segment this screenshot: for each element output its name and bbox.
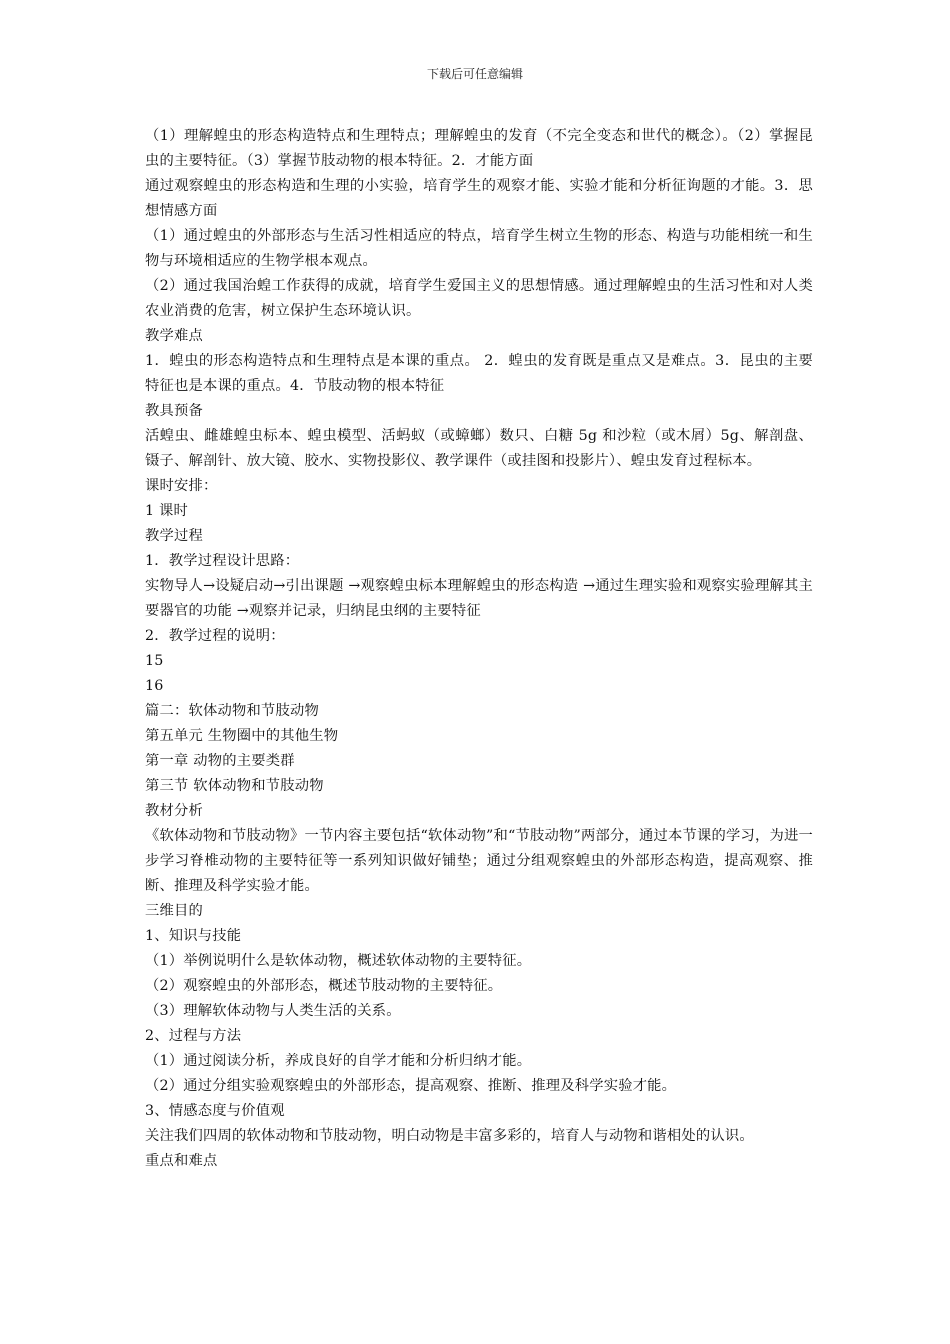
paragraph: 1、知识与技能 xyxy=(145,928,242,944)
section-heading: 课时安排： xyxy=(145,478,218,494)
section-heading: 第一章 动物的主要类群 xyxy=(145,753,295,769)
section-heading: 重点和难点 xyxy=(145,1153,218,1169)
section-heading: 教具预备 xyxy=(145,403,203,419)
section-heading: 教学难点 xyxy=(145,328,203,344)
paragraph: 2．教学过程的说明： xyxy=(145,628,285,644)
paragraph: （2）通过我国治蝗工作获得的成就，培育学生爱国主义的思想情感。通过理解蝗虫的生活习性和对人类农业消费的危害，树立保护生态环境认识。 xyxy=(145,278,813,319)
paragraph: 活蝗虫、雌雄蝗虫标本、蝗虫模型、活蚂蚁（或蟑螂）数只、白糖 5g 和沙粒（或木屑）5g、解剖盘、镊子、解剖针、放大镜、胶水、实物投影仪、教学课件（或挂图和投影片）、蝗虫发育过程标本。 xyxy=(145,428,813,469)
paragraph: （3）理解软体动物与人类生活的关系。 xyxy=(145,1003,401,1019)
paragraph: （1）举例说明什么是软体动物，概述软体动物的主要特征。 xyxy=(145,953,532,969)
paragraph: 《软体动物和节肢动物》一节内容主要包括“软体动物”和“节肢动物”两部分，通过本节课的学习，为进一步学习脊椎动物的主要特征等一系列知识做好铺垫；通过分组观察蝗虫的外部形态构造，提高观察、推断、推理及科学实验才能。 xyxy=(145,828,813,894)
document-body xyxy=(145,124,813,1174)
paragraph: （1）理解蝗虫的形态构造特点和生理特点；理解蝗虫的发育（不完全变态和世代的概念）。（2）掌握昆虫的主要特征。（3）掌握节肢动物的根本特征。2．才能方面 xyxy=(145,128,813,169)
section-heading: 教材分析 xyxy=(145,803,203,819)
paragraph: 1．蝗虫的形态构造特点和生理特点是本课的重点。 2．蝗虫的发育既是重点又是难点。3．昆虫的主要特征也是本课的重点。4．节肢动物的根本特征 xyxy=(145,353,813,394)
paragraph: （2）观察蝗虫的外部形态，概述节肢动物的主要特征。 xyxy=(145,978,503,994)
paragraph: （2）通过分组实验观察蝗虫的外部形态，提高观察、推断、推理及科学实验才能。 xyxy=(145,1078,677,1094)
page-number-text: 15 xyxy=(145,653,164,669)
section-heading: 篇二：软体动物和节肢动物 xyxy=(145,703,319,719)
section-heading: 第五单元 生物圈中的其他生物 xyxy=(145,728,339,744)
paragraph: 3、情感态度与价值观 xyxy=(145,1103,285,1119)
paragraph: 1 课时 xyxy=(145,503,189,519)
page-header: 下载后可任意编辑 xyxy=(426,67,523,81)
paragraph: 实物导人→设疑启动→引出课题 →观察蝗虫标本理解蝗虫的形态构造 →通过生理实验和观察实验理解其主要器官的功能 →观察并记录，归纳昆虫纲的主要特征 xyxy=(145,578,813,619)
paragraph: （1）通过阅读分析，养成良好的自学才能和分析归纳才能。 xyxy=(145,1053,532,1069)
section-heading: 三维目的 xyxy=(145,903,203,919)
paragraph: 2、过程与方法 xyxy=(145,1028,242,1044)
paragraph: 关注我们四周的软体动物和节肢动物，明白动物是丰富多彩的，培育人与动物和谐相处的认识。 xyxy=(145,1128,754,1144)
section-heading: 第三节 软体动物和节肢动物 xyxy=(145,778,324,794)
paragraph: 1．教学过程设计思路： xyxy=(145,553,300,569)
page-number-text: 16 xyxy=(145,678,164,694)
section-heading: 教学过程 xyxy=(145,528,203,544)
paragraph: （1）通过蝗虫的外部形态与生活习性相适应的特点，培育学生树立生物的形态、构造与功能相统一和生物与环境相适应的生物学根本观点。 xyxy=(145,228,813,269)
paragraph: 通过观察蝗虫的形态构造和生理的小实验，培育学生的观察才能、实验才能和分析征询题的才能。3．思想情感方面 xyxy=(145,178,813,219)
